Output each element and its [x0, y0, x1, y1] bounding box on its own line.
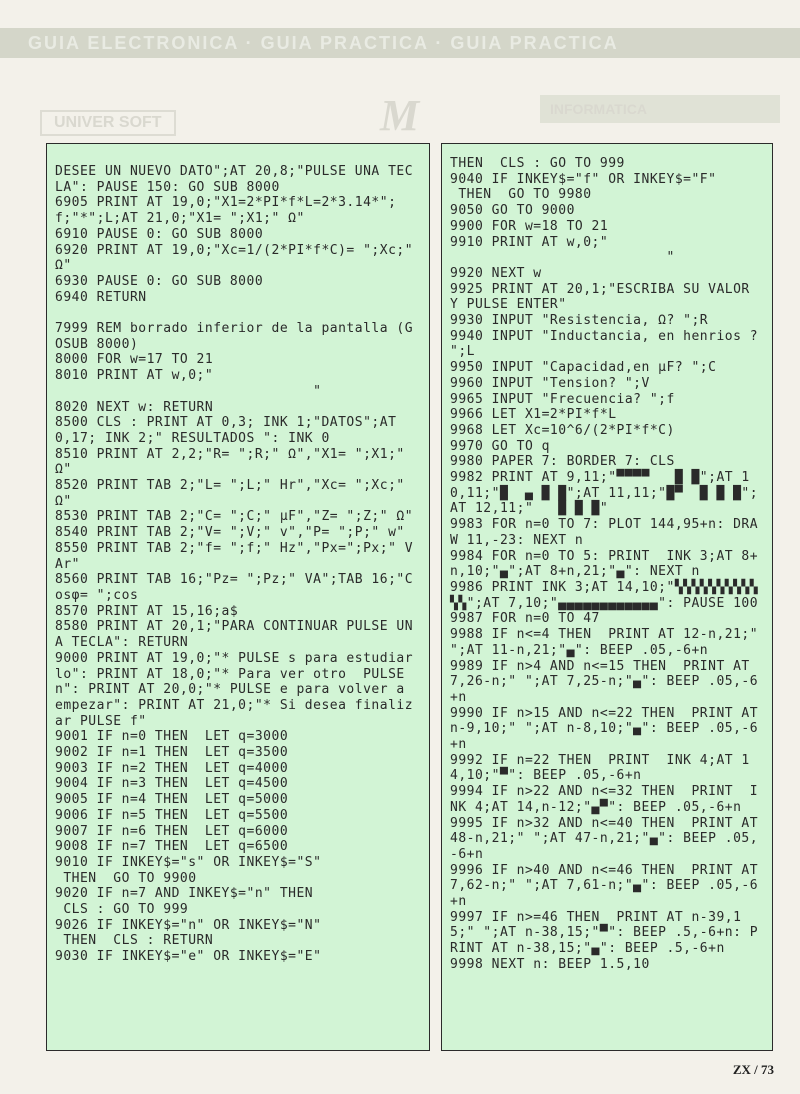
- listing-panel-left: [46, 143, 430, 1051]
- basic-listing-right: THEN CLS : GO TO 999 9040 IF INKEY$="f" OR INKEY$="F" THEN GO TO 9980 9050 GO TO 9000 9900 FOR w=18 TO 21 9910 PRINT AT w,0;" " 9920 NEXT w 9925 PRINT AT 20,1;"ESCRIBA SU VALOR Y PULSE ENTER" 9930 INPUT "Resistencia, Ω? ";R 9940 INPUT "Inductancia, en henrios ? ";L 9950 INPUT "Capacidad,en μF? ";C 9960 INPUT "Tension? ";V 9965 INPUT "Frecuencia? ";f 9966 LET X1=2*PI*f*L 9968 LET Xc=10^6/(2*PI*f*C) 9970 GO TO q 9980 PAPER 7: BORDER 7: CLS 9982 PRINT AT 9,11;"▀▀▀▀ █ █";AT 10,11;"█ ▄ █ █";AT 11,11;"█▀ █ █ █";AT 12,11;" █ █ █" 9983 FOR n=0 TO 7: PLOT 144,95+n: DRAW 11,-23: NEXT n 9984 FOR n=0 TO 5: PRINT INK 3;AT 8+n,10;"▄";AT 8+n,21;"▄": NEXT n 9986 PRINT INK 3;AT 14,10;"▚▚▚▚▚▚▚▚▚▚▚▚";AT 7,10;"▄▄▄▄▄▄▄▄▄▄▄▄": PAUSE 100 9987 FOR n=0 TO 47 9988 IF n<=4 THEN PRINT AT 12-n,21;" ";AT 11-n,21;"▄": BEEP .05,-6+n 9989 IF n>4 AND n<=15 THEN PRINT AT 7,26-n;" ";AT 7,25-n;"▄": BEEP .05,-6+n 9990 IF n>15 AND n<=22 THEN PRINT AT n-9,10;" ";AT n-8,10;"▄": BEEP .05,-6+n 9992 IF n=22 THEN PRINT INK 4;AT 14,10;"▀": BEEP .05,-6+n 9994 IF n>22 AND n<=32 THEN PRINT INK 4;AT 14,n-12;"▄▀": BEEP .05,-6+n 9995 IF n>32 AND n<=40 THEN PRINT AT 48-n,21;" ";AT 47-n,21;"▄": BEEP .05,-6+n 9996 IF n>40 AND n<=46 THEN PRINT AT 7,62-n;" ";AT 7,61-n;"▄": BEEP .05,-6+n 9997 IF n>=46 THEN PRINT AT n-39,15;" ";AT n-38,15;"▀": BEEP .5,-6+n: PRINT AT n-38,15;"▄": BEEP .5,-6+n 9998 NEXT n: BEEP 1.5,10: [450, 156, 759, 972]
- page-number: ZX / 73: [732, 1062, 774, 1077]
- background-ad-logo: UNIVER SOFT: [40, 110, 176, 136]
- background-ad-script: M: [380, 91, 420, 140]
- background-ad-block: INFORMATICA: [540, 95, 780, 123]
- listing-panel-right: [441, 143, 773, 1051]
- basic-listing-left: DESEE UN NUEVO DATO";AT 20,8;"PULSE UNA TECLA": PAUSE 150: GO SUB 8000 6905 PRINT AT 19,0;"X1=2*PI*f*L=2*3.14*";f;"*";L;AT 21,0;"X1= ";X1;" Ω" 6910 PAUSE 0: GO SUB 8000 6920 PRINT AT 19,0;"Xc=1/(2*PI*f*C)= ";Xc;" Ω" 6930 PAUSE 0: GO SUB 8000 6940 RETURN 7999 REM borrado inferior de la pantalla (GOSUB 8000) 8000 FOR w=17 TO 21 8010 PRINT AT w,0;" " 8020 NEXT w: RETURN 8500 CLS : PRINT AT 0,3; INK 1;"DATOS";AT 0,17; INK 2;" RESULTADOS ": INK 0 8510 PRINT AT 2,2;"R= ";R;" Ω","X1= ";X1;" Ω" 8520 PRINT TAB 2;"L= ";L;" Hr","Xc= ";Xc;" Ω" 8530 PRINT TAB 2;"C= ";C;" μF","Z= ";Z;" Ω" 8540 PRINT TAB 2;"V= ";V;" v","P= ";P;" w" 8550 PRINT TAB 2;"f= ";f;" Hz","Px=";Px;" VAr" 8560 PRINT TAB 16;"Pz= ";Pz;" VA";TAB 16;"Cosφ= ";cos 8570 PRINT AT 15,16;a$ 8580 PRINT AT 20,1;"PARA CONTINUAR PULSE UNA TECLA": RETURN 9000 PRINT AT 19,0;"* PULSE s para estudiarlo": PRINT AT 18,0;"* Para ver otro PULSE n": PRINT AT 20,0;"* PULSE e para volver a empezar": PRINT AT 21,0;"* Si desea finalizar PULSE f" 9001 IF n=0 THEN LET q=3000 9002 IF n=1 THEN LET q=3500 9003 IF n=2 THEN LET q=4000 9004 IF n=3 THEN LET q=4500 9005 IF n=4 THEN LET q=5000 9006 IF n=5 THEN LET q=5500 9007 IF n=6 THEN LET q=6000 9008 IF n=7 THEN LET q=6500 9010 IF INKEY$="s" OR INKEY$="S" THEN GO TO 9900 9020 IF n=7 AND INKEY$="n" THEN CLS : GO TO 999 9026 IF INKEY$="n" OR INKEY$="N" THEN CLS : RETURN 9030 IF INKEY$="e" OR INKEY$="E": [55, 164, 414, 965]
- running-head: GUIA ELECTRONICA · GUIA PRACTICA · GUIA PRACTICA: [0, 28, 800, 58]
